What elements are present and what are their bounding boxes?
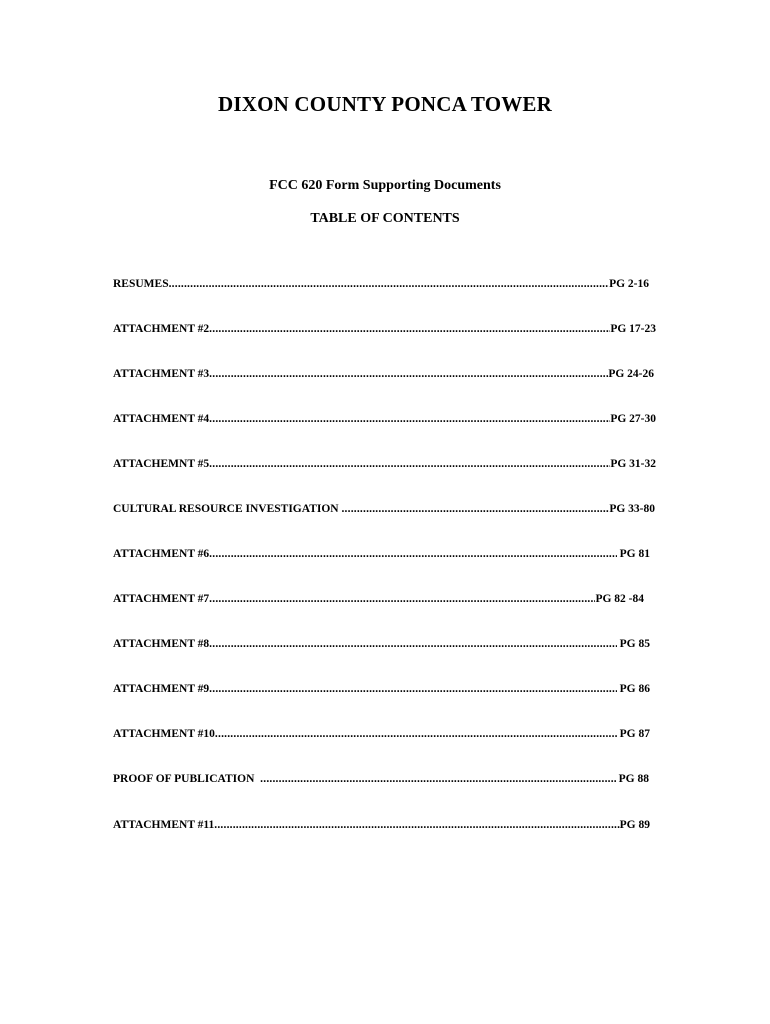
toc-entry-label: CULTURAL RESOURCE INVESTIGATION [113,503,342,515]
toc-entry-label: ATTACHMENT #9 [113,683,210,695]
toc-leader-dots [209,368,608,380]
toc-entry-label: ATTACHEMNT #5 [113,458,210,470]
toc-entry-label: ATTACHMENT #8 [113,638,210,650]
toc-entry-attachment-8 [113,638,650,654]
toc-entry-label: PROOF OF PUBLICATION [113,773,261,785]
toc-entry-page: PG 17-23 [610,323,656,335]
toc-entry-attachment-11 [113,819,650,835]
toc-leader-dots [341,503,609,515]
toc-entry-page: PG 87 [616,728,650,740]
toc-entry-label: ATTACHMENT #10 [113,728,215,740]
toc-entry-attachment-4 [113,413,656,429]
toc-entry-label: ATTACHMENT #11 [113,819,215,831]
toc-entry-label: ATTACHMENT #3 [113,368,210,380]
toc-entry-attachment-10 [113,728,650,744]
document-subtitle: FCC 620 Form Supporting Documents [269,178,501,193]
toc-leader-dots [209,638,617,650]
toc-entry-attachment-2 [113,323,656,339]
toc-entry-label: RESUMES [113,278,169,290]
toc-entry-proof-of-publication [113,773,649,789]
toc-entry-resumes [113,278,649,294]
toc-entry-page: PG 27-30 [610,413,656,425]
toc-entry-label: ATTACHMENT #4 [113,413,210,425]
toc-entry-attachment-6 [113,548,650,564]
toc-entry-page: PG 85 [616,638,650,650]
toc-leader-dots [169,278,609,290]
toc-leader-dots [215,728,617,740]
toc-entry-page: PG 89 [619,819,650,831]
toc-entry-attachment-9 [113,683,650,699]
toc-leader-dots [209,548,617,560]
toc-entry-page: PG 81 [616,548,650,560]
toc-leader-dots [209,683,617,695]
toc-entry-page: PG 2-16 [609,278,649,290]
toc-entry-page: PG 33-80 [609,503,655,515]
toc-heading: TABLE OF CONTENTS [310,211,460,226]
toc-entry-page: PG 86 [616,683,650,695]
toc-entry-label: ATTACHMENT #6 [113,548,210,560]
toc-leader-dots [209,593,595,605]
toc-entry-page: PG 24-26 [608,368,654,380]
toc-leader-dots [214,819,619,831]
toc-entry-label: ATTACHMENT #7 [113,593,210,605]
toc-entry-attachment-3 [113,368,654,384]
toc-entry-page: PG 82 -84 [595,593,644,605]
toc-leader-dots [260,773,616,785]
toc-entry-page: PG 31-32 [610,458,656,470]
toc-entry-attachment-5 [113,458,656,474]
toc-leader-dots [209,323,610,335]
toc-leader-dots [209,458,610,470]
document-title: DIXON COUNTY PONCA TOWER [217,92,553,116]
toc-entry-label: ATTACHMENT #2 [113,323,210,335]
toc-leader-dots [209,413,610,425]
toc-entry-page: PG 88 [615,773,649,785]
toc-entry-cultural-resource-investigation [113,503,655,519]
toc-entry-attachment-7 [113,593,644,609]
